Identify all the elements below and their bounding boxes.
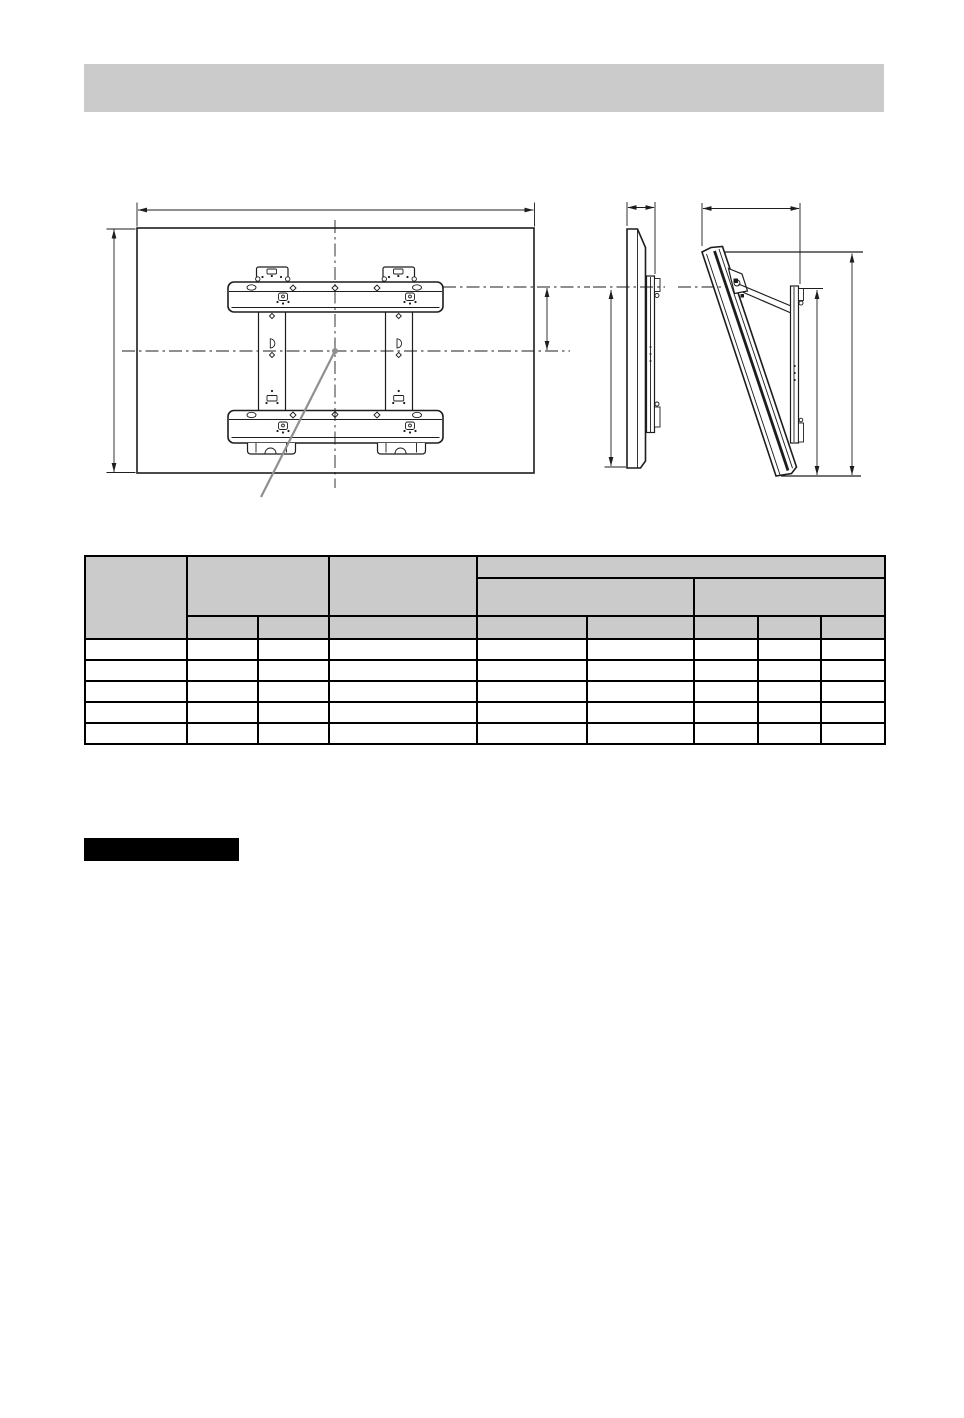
table-cell [187, 639, 258, 660]
header-cell [694, 616, 758, 639]
header-cell [758, 616, 821, 639]
table-cell [587, 660, 694, 681]
table-cell [477, 702, 587, 723]
header-cell [477, 616, 587, 639]
table-cell [329, 681, 477, 702]
section-label-box [84, 838, 239, 861]
header-cell [85, 556, 187, 639]
table-cell [694, 660, 758, 681]
header-cell [187, 556, 329, 616]
table-cell [758, 723, 821, 744]
table-cell [821, 702, 885, 723]
table-cell [758, 639, 821, 660]
table-cell [187, 660, 258, 681]
table-cell [694, 639, 758, 660]
table-cell [187, 681, 258, 702]
table-cell [85, 723, 187, 744]
table-cell [258, 723, 329, 744]
table-cell [758, 702, 821, 723]
table-cell [329, 660, 477, 681]
table-cell [694, 723, 758, 744]
table-row [85, 723, 885, 744]
table-cell [258, 702, 329, 723]
front-view [107, 203, 591, 498]
tv-profile-tilted [702, 247, 797, 477]
header-cell [477, 578, 694, 616]
centerlines-front [122, 220, 590, 488]
table-row [85, 660, 885, 681]
table-cell [587, 639, 694, 660]
table-cell [758, 660, 821, 681]
table-cell [187, 723, 258, 744]
table-cell [821, 660, 885, 681]
table-cell [329, 639, 477, 660]
header-cell [187, 616, 258, 639]
table-cell [85, 639, 187, 660]
table-cell [85, 681, 187, 702]
wall-mount-unit-front [228, 267, 443, 454]
table-cell [187, 702, 258, 723]
table-cell [477, 660, 587, 681]
installation-dimensions-figure [0, 0, 964, 540]
table-cell [477, 639, 587, 660]
table-cell [587, 681, 694, 702]
table-cell [329, 702, 477, 723]
tv-profile-flat [627, 229, 646, 468]
header-cell [329, 616, 477, 639]
table-cell [85, 660, 187, 681]
header-cell [329, 556, 477, 616]
table-row [85, 681, 885, 702]
table-cell [477, 681, 587, 702]
dimensions-table-header [85, 556, 885, 639]
table-cell [258, 681, 329, 702]
header-cell [821, 616, 885, 639]
table-row [85, 639, 885, 660]
table-cell [821, 681, 885, 702]
table-cell [329, 723, 477, 744]
header-cell [587, 616, 694, 639]
table-cell [587, 723, 694, 744]
header-cell [694, 578, 885, 616]
dimension-table-body [85, 639, 885, 744]
side-view-flat [593, 202, 665, 468]
table-cell [821, 639, 885, 660]
table-cell [258, 660, 329, 681]
side-view-tilted [678, 203, 863, 476]
table-row [85, 702, 885, 723]
dimensions-table [84, 555, 886, 745]
table-cell [694, 702, 758, 723]
table-cell [258, 639, 329, 660]
table-cell [587, 702, 694, 723]
header-cell [258, 616, 329, 639]
header-cell [477, 556, 885, 578]
table-cell [85, 702, 187, 723]
table-cell [694, 681, 758, 702]
table-cell [821, 723, 885, 744]
table-cell [477, 723, 587, 744]
wall-bracket-flat [647, 276, 661, 433]
wall-bracket-tilted [791, 286, 804, 443]
table-cell [758, 681, 821, 702]
